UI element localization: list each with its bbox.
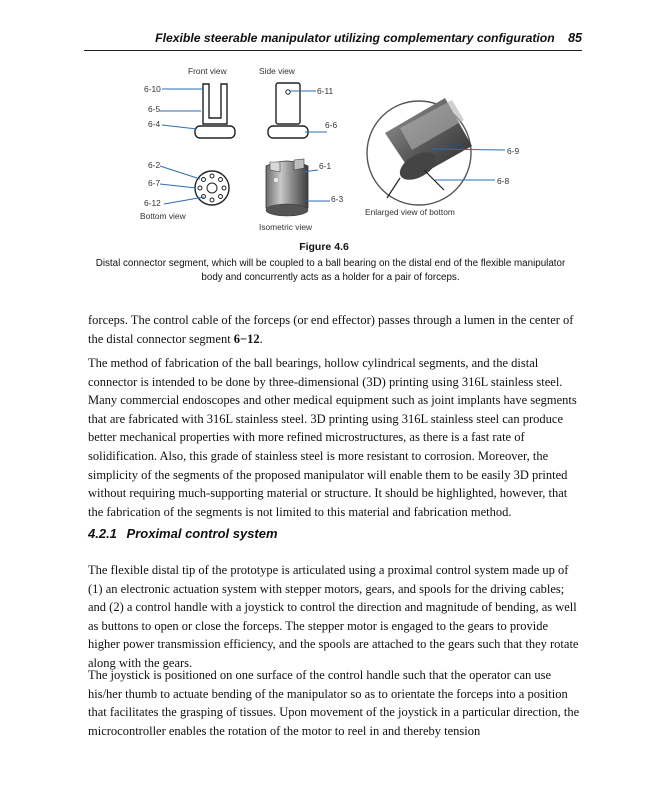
paragraph-3: The flexible distal tip of the prototype is articulated using a proximal control system made up of (1) an electronic actuation system with stepper motors, gears, and spools for the driving cables; and (2) a control handle with a joystick to control the direction and magnitude of bending, as well as buttons to open or close the forceps. The stepper motor is engaged to the gears to provide higher power transmission efficiency, and the spools are attached to the gears such that they rotate along with the gears. bbox=[88, 563, 579, 670]
page-number: 85 bbox=[568, 31, 582, 45]
callout-6-11: 6-11 bbox=[317, 86, 334, 96]
callout-6-5: 6-5 bbox=[148, 104, 161, 114]
figure-caption-title: Figure 4.6 bbox=[299, 241, 349, 253]
callout-6-2: 6-2 bbox=[148, 160, 161, 170]
isometric-view-label: Isometric view bbox=[259, 222, 313, 232]
section-number: 4.2.1 bbox=[88, 526, 117, 541]
section-title: Proximal control system bbox=[126, 526, 278, 541]
enlarged-view-label: Enlarged view of bottom bbox=[365, 207, 455, 217]
front-view-label: Front view bbox=[188, 66, 227, 76]
running-header bbox=[84, 28, 582, 51]
section-heading bbox=[88, 526, 278, 541]
paragraph-1-end: . bbox=[259, 331, 263, 346]
enlarged-view-drawing bbox=[367, 98, 472, 205]
paragraph-2: The method of fabrication of the ball bearings, hollow cylindrical segments, and the distal connector is intended to be done by three-dimensional (3D) printing using 316L stainless steel. Many commercial endoscopes and other medical equipment such as joint implants have segments that are fabricated with 316L stainless steel. 3D printing using 316L stainless steel can produce better mechanical properties with more refined microstructures, as there is a fast rate of solidification. Also, this grade of stainless steel is more resistant to corrosion. Moreover, the simplicity of the segments of the proposed manipulator will enable them to be easily 3D printed without requiring much-supporting material or structure. It should be highlighted, however, that the fabrication of the segments is not limited to this material and fabrication method. bbox=[88, 356, 577, 519]
callout-6-6: 6-6 bbox=[325, 120, 338, 130]
segment-reference: 6−12 bbox=[233, 331, 260, 346]
paragraph-1 bbox=[88, 311, 580, 348]
running-title: Flexible steerable manipulator utilizing complementary configuration bbox=[155, 31, 555, 45]
figure-4-6 bbox=[100, 58, 560, 238]
callout-6-9: 6-9 bbox=[507, 146, 520, 156]
paragraph-1-text: forceps. The control cable of the forceps (or end effector) passes through a lumen in the center of the distal connector segment bbox=[88, 313, 574, 346]
side-view-label: Side view bbox=[259, 66, 295, 76]
callout-6-4: 6-4 bbox=[148, 119, 161, 129]
paragraph-4: The joystick is positioned on one surface of the control handle such that the operator can use his/her thumb to actuate bending of the manipulator so as to orientate the forceps into a position that facilitates the grasping of tissues. Upon movement of the joystick in a particular direction, the microcontroller enables the rotation of the motor to reel in and thereby tension bbox=[88, 668, 580, 738]
callout-6-7: 6-7 bbox=[148, 178, 161, 188]
callout-6-10: 6-10 bbox=[144, 84, 161, 94]
callout-6-3: 6-3 bbox=[331, 194, 344, 204]
figure-caption-text: Distal connector segment, which will be coupled to a ball bearing on the distal end of the flexible manipulator body and concurrently acts as a holder for a pair of forceps. bbox=[95, 258, 566, 283]
isometric-view-drawing bbox=[266, 159, 308, 216]
bottom-view-label: Bottom view bbox=[140, 211, 186, 221]
callout-6-1: 6-1 bbox=[319, 161, 332, 171]
callout-6-8: 6-8 bbox=[497, 176, 510, 186]
callout-6-12: 6-12 bbox=[144, 198, 161, 208]
bottom-view-drawing bbox=[195, 171, 229, 205]
